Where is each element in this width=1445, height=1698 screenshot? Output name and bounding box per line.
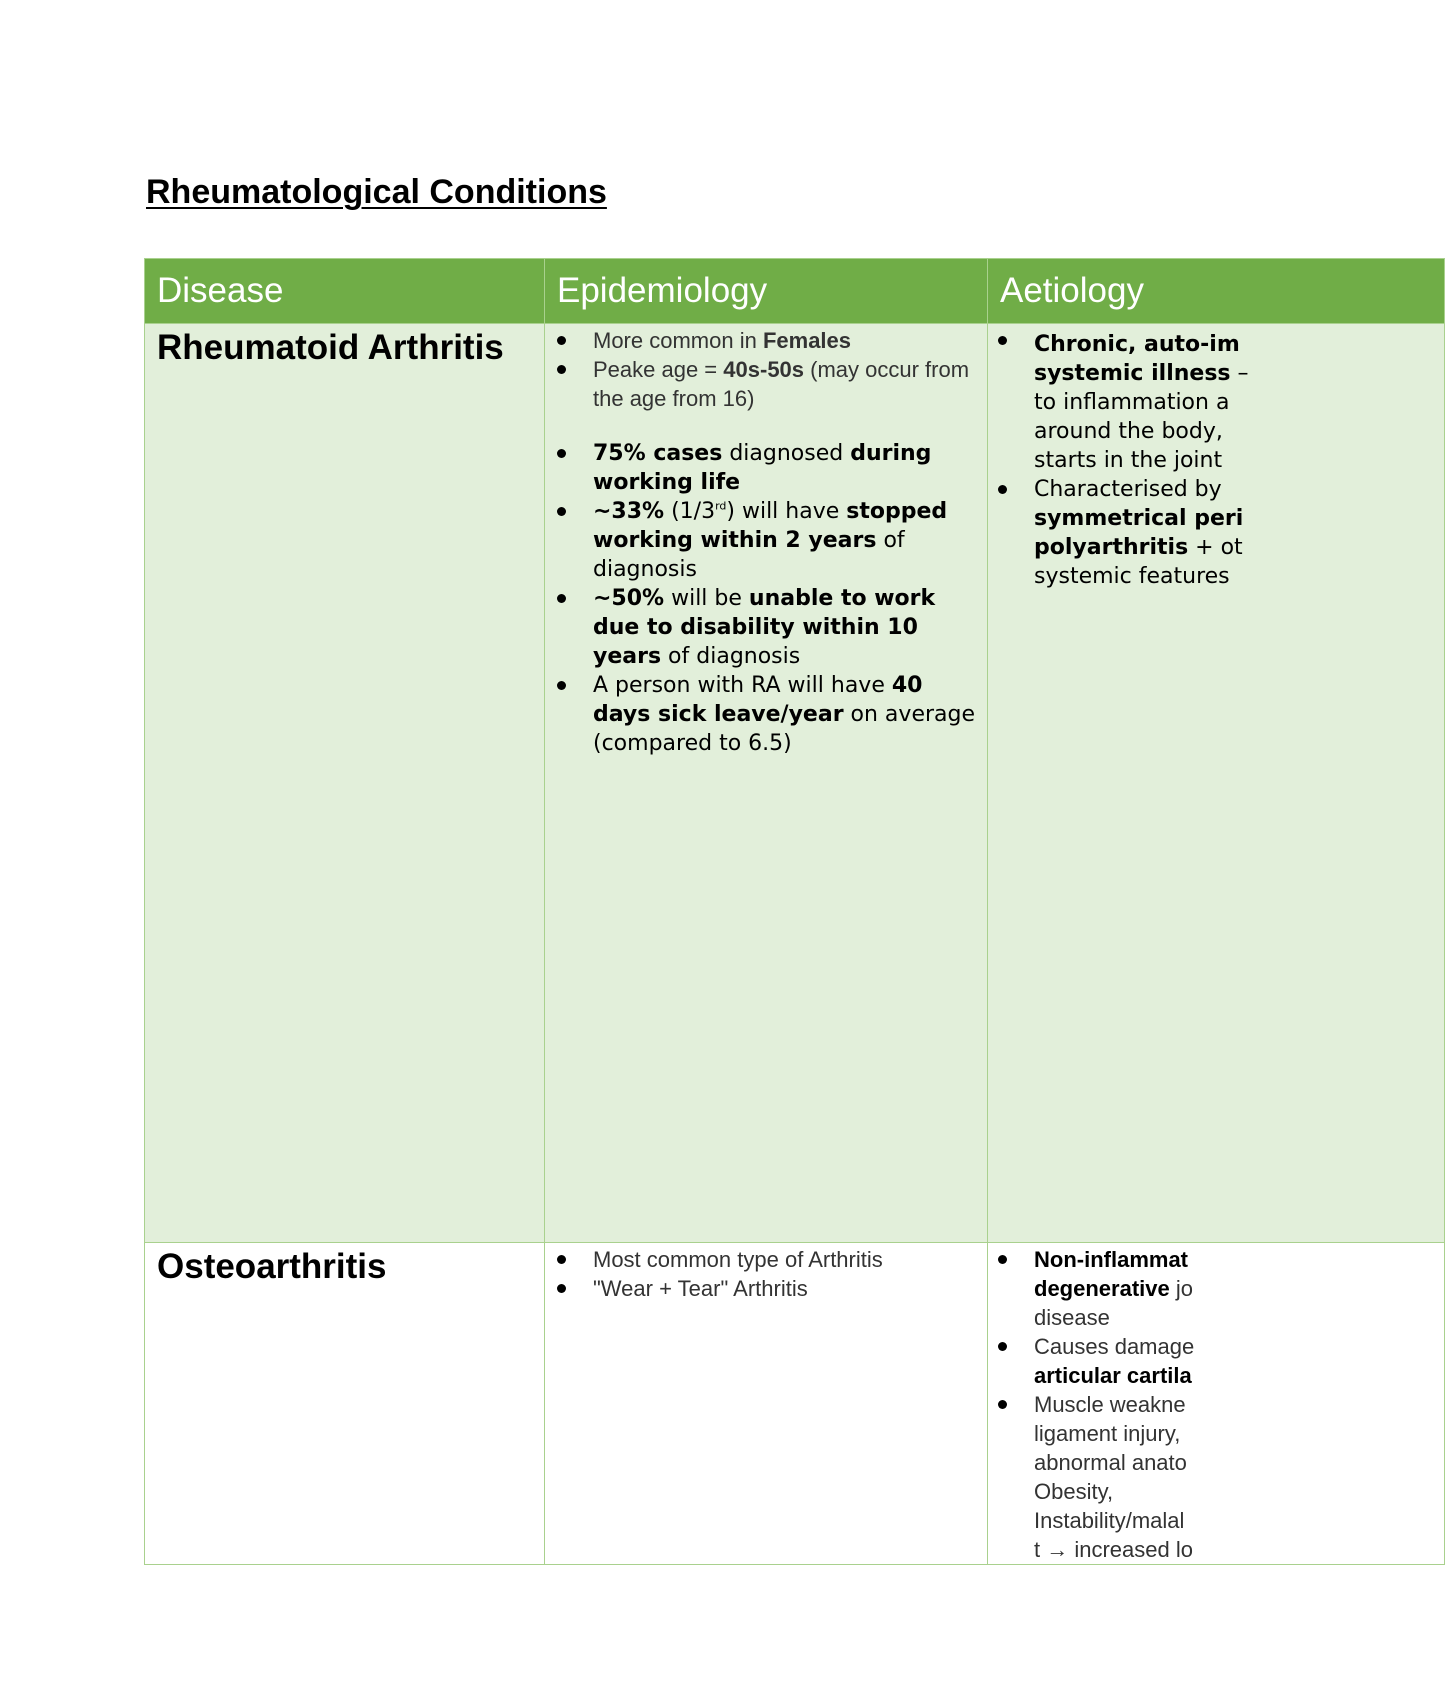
aetiology-list: [988, 324, 1444, 591]
conditions-table-container: [144, 258, 1249, 1562]
header-disease: Disease: [145, 259, 545, 324]
list-item: ~50% will be unable to work due to disability within 10 years of diagnosis: [557, 584, 979, 671]
list-item: ~33% (1/3rd) will have stopped working within 2 years of diagnosis: [557, 497, 979, 584]
disease-name: Rheumatoid Arthritis: [157, 328, 504, 367]
aetiology-list: [988, 1243, 1444, 1564]
cell-epidemiology: [545, 1243, 988, 1565]
list-item: Non-inflammat degenerative jo disease: [998, 1245, 1436, 1332]
list-item: Causes damage articular cartila: [998, 1332, 1436, 1390]
page-title: Rheumatological Conditions: [146, 173, 607, 211]
right-arrow-icon: →: [1046, 1537, 1069, 1562]
header-epidemiology: Epidemiology: [545, 259, 988, 324]
epidemiology-list: [545, 324, 987, 758]
header-aetiology: Aetiology: [988, 259, 1445, 324]
cell-disease: [145, 1243, 545, 1565]
list-item: Peake age = 40s-50s (may occur from the age from 16): [557, 355, 979, 413]
list-item: Chronic, auto-im systemic illness – to inflammation a around the body, starts in the joint: [998, 326, 1436, 475]
epidemiology-list: [545, 1243, 987, 1303]
conditions-table: [144, 258, 1445, 1565]
cell-aetiology: [988, 1243, 1445, 1565]
cell-epidemiology: [545, 324, 988, 1243]
list-item: Muscle weakne ligament injury, abnormal anato Obesity, Instability/malal t → increased lo: [998, 1390, 1436, 1564]
table-row-osteoarthritis: [145, 1243, 1445, 1565]
list-item: Most common type of Arthritis: [557, 1245, 979, 1274]
disease-name: Osteoarthritis: [157, 1247, 387, 1286]
list-item: 75% cases diagnosed during working life: [557, 439, 979, 497]
cell-disease: [145, 324, 545, 1243]
cell-aetiology: [988, 324, 1445, 1243]
list-item: A person with RA will have 40 days sick leave/year on average (compared to 6.5): [557, 671, 979, 758]
list-item: "Wear + Tear" Arthritis: [557, 1274, 979, 1303]
table-row-rheumatoid-arthritis: [145, 324, 1445, 1243]
list-item: Characterised by symmetrical peri polyarthritis + ot systemic features: [998, 475, 1436, 591]
list-item: More common in Females: [557, 326, 979, 355]
table-header-row: [145, 259, 1445, 324]
